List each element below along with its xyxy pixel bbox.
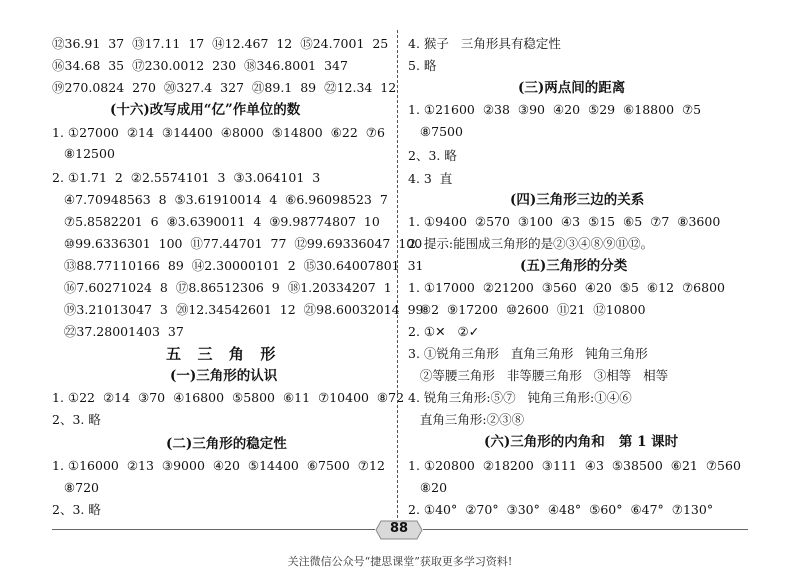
answer-line: ⑯34.68 35 ⑰230.0012 230 ⑱346.8001 347 xyxy=(52,58,348,73)
answer-line: ⑯7.60271024 8 ⑰8.86512306 9 ⑱1.20334207 1 xyxy=(52,280,392,295)
page-number: 88 xyxy=(389,521,409,536)
answer-line: 2. ①40° ②70° ③30° ④48° ⑤60° ⑥47° ⑦130° xyxy=(408,502,714,517)
section-6-title: (六)三角形的内角和 第 1 课时 xyxy=(484,434,679,450)
page-number-badge xyxy=(375,520,423,540)
answer-line: ⑲270.0824 270 ⑳327.4 327 ㉑89.1 89 ㉒12.34 12 xyxy=(52,80,397,95)
answer-line: ⑧20 xyxy=(408,480,448,495)
answer-line: ⑧12500 xyxy=(52,146,115,161)
answer-line: 4. 3 直 xyxy=(408,171,453,186)
answer-line: ⑧720 xyxy=(52,480,99,495)
answer-line: 5. 略 xyxy=(408,58,437,73)
answer-line: ⑧2 ⑨17200 ⑩2600 ⑪21 ⑫10800 xyxy=(408,302,646,317)
answer-line: 3. ①锐角三角形 直角三角形 钝角三角形 xyxy=(408,346,648,361)
section-5-title: (五)三角形的分类 xyxy=(520,258,628,274)
answer-line: 4. 猴子 三角形具有稳定性 xyxy=(408,36,561,51)
answer-line: ⑦5.8582201 6 ⑧3.6390011 4 ⑨9.98774807 10 xyxy=(52,214,380,229)
column-divider xyxy=(397,30,398,518)
answer-line: 2、3. 略 xyxy=(408,148,457,163)
unit-5-title: 五 三 角 形 xyxy=(166,345,278,363)
answer-line: 1. ①16000 ②13 ③9000 ④20 ⑤14400 ⑥7500 ⑦12 xyxy=(52,458,385,473)
section-2-title: (二)三角形的稳定性 xyxy=(166,436,287,452)
answer-line: 直角三角形:②③⑧ xyxy=(408,412,525,427)
answer-line: ②等腰三角形 非等腰三角形 ③相等 相等 xyxy=(408,368,669,383)
answer-line: 1. ①27000 ②14 ③14400 ④8000 ⑤14800 ⑥22 ⑦6 xyxy=(52,125,385,140)
section-1-title: (一)三角形的认识 xyxy=(170,368,278,384)
answer-line: 2. ①1.71 2 ②2.5574101 3 ③3.064101 3 xyxy=(52,170,321,185)
section-4-title: (四)三角形三边的关系 xyxy=(510,192,645,208)
answer-line: 1. ①22 ②14 ③70 ④16800 ⑤5800 ⑥11 ⑦10400 ⑧72 xyxy=(52,390,405,405)
answer-line: 1. ①17000 ②21200 ③560 ④20 ⑤5 ⑥12 ⑦6800 xyxy=(408,280,725,295)
answer-line: ⑲3.21013047 3 ⑳12.34542601 12 ㉑98.60032014 99 xyxy=(52,302,424,317)
answer-line: ⑩99.6336301 100 ⑪77.44701 77 ⑫99.69336047 100 xyxy=(52,236,423,251)
answer-line: ④7.70948563 8 ⑤3.61910014 4 ⑥6.96098523 7 xyxy=(52,192,388,207)
answer-line: 2、3. 略 xyxy=(52,502,101,517)
answer-line: 1. ①21600 ②38 ③90 ④20 ⑤29 ⑥18800 ⑦5 xyxy=(408,102,702,117)
section-3-title: (三)两点间的距离 xyxy=(518,80,626,96)
answer-line: ㉒37.28001403 37 xyxy=(52,324,184,339)
answer-line: 1. ①20800 ②18200 ③111 ④3 ⑤38500 ⑥21 ⑦560 xyxy=(408,458,741,473)
answer-line: 2. ①✕ ②✓ xyxy=(408,324,480,339)
answer-line: 1. ①9400 ②570 ③100 ④3 ⑤15 ⑥5 ⑦7 ⑧3600 xyxy=(408,214,721,229)
answer-line: ⑫36.91 37 ⑬17.11 17 ⑭12.467 12 ⑮24.7001 25 xyxy=(52,36,389,51)
answer-line: 4. 锐角三角形:⑤⑦ 钝角三角形:①④⑥ xyxy=(408,390,632,405)
section-16-title: (十六)改写成用“亿”作单位的数 xyxy=(110,102,301,118)
answer-line: 2. 提示:能围成三角形的是②③④⑧⑨⑪⑫。 xyxy=(408,236,654,251)
footer-notice: 关注微信公众号“捷思课堂”获取更多学习资料! xyxy=(287,555,513,568)
answer-line: 2、3. 略 xyxy=(52,412,101,427)
answer-line: ⑧7500 xyxy=(408,124,463,139)
answer-line: ⑬88.77110166 89 ⑭2.30000101 2 ⑮30.64007801 31 xyxy=(52,258,424,273)
